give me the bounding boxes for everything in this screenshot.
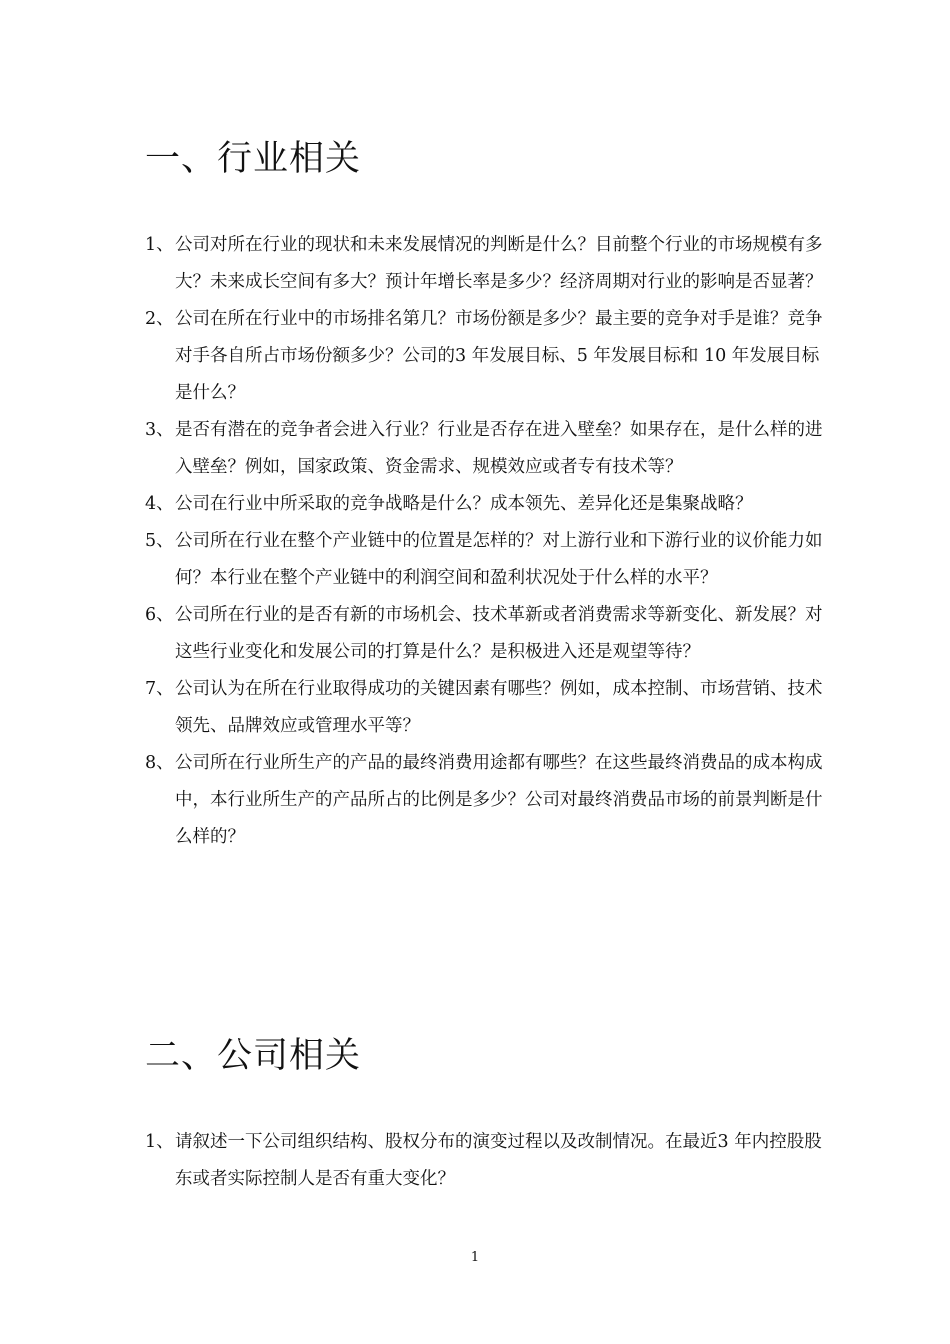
industry-question-list [145, 227, 835, 856]
list-item [145, 486, 835, 523]
item-text: 公司所在行业的是否有新的市场机会、技术革新或者消费需求等新变化、新发展？对这些行业变化和发展公司的打算是什么？是积极进入还是观望等待？ [175, 605, 823, 662]
item-number: 7、 [145, 679, 174, 699]
item-number: 5、 [145, 531, 174, 551]
page-number: 1 [470, 1250, 480, 1265]
item-number: 2、 [145, 309, 174, 329]
item-number: 8、 [145, 753, 174, 773]
list-item [145, 523, 835, 597]
item-text: 公司所在行业在整个产业链中的位置是怎样的？对上游行业和下游行业的议价能力如何？本行业在整个产业链中的利润空间和盈利状况处于什么样的水平？ [175, 531, 823, 588]
item-number: 1、 [145, 1132, 174, 1152]
item-number: 1、 [145, 235, 174, 255]
list-item [145, 412, 835, 486]
item-text: 公司所在行业所生产的产品的最终消费用途都有哪些？在这些最终消费品的成本构成中，本行业所生产的产品所占的比例是多少？公司对最终消费品市场的前景判断是什么样的？ [175, 753, 823, 847]
item-number: 3、 [145, 420, 174, 440]
list-item [145, 1124, 835, 1198]
list-item [145, 745, 835, 856]
list-item [145, 597, 835, 671]
item-number: 4、 [145, 494, 174, 514]
item-text: 公司对所在行业的现状和未来发展情况的判断是什么？目前整个行业的市场规模有多大？未来成长空间有多大？预计年增长率是多少？经济周期对行业的影响是否显著？ [175, 235, 823, 292]
section-title-industry: 一、行业相关 [145, 139, 362, 179]
item-text: 请叙述一下公司组织结构、股权分布的演变过程以及改制情况。在最近3 年内控股股东或者实际控制人是否有重大变化？ [175, 1132, 822, 1189]
item-text: 是否有潜在的竞争者会进入行业？行业是否存在进入壁垒？如果存在，是什么样的进入壁垒？例如，国家政策、资金需求、规模效应或者专有技术等？ [175, 420, 823, 477]
item-text: 公司在行业中所采取的竞争战略是什么？成本领先、差异化还是集聚战略？ [175, 494, 753, 514]
list-item [145, 671, 835, 745]
section-title-company: 二、公司相关 [145, 1036, 362, 1076]
item-text: 公司认为在所在行业取得成功的关键因素有哪些？例如，成本控制、市场营销、技术领先、品牌效应或管理水平等？ [175, 679, 823, 736]
company-question-list [145, 1124, 835, 1198]
list-item [145, 227, 835, 301]
item-number: 6、 [145, 605, 174, 625]
list-item [145, 301, 835, 412]
item-text: 公司在所在行业中的市场排名第几？市场份额是多少？最主要的竞争对手是谁？竞争对手各自所占市场份额多少？公司的3 年发展目标、5 年发展目标和 10 年发展目标是什么？ [175, 309, 823, 403]
